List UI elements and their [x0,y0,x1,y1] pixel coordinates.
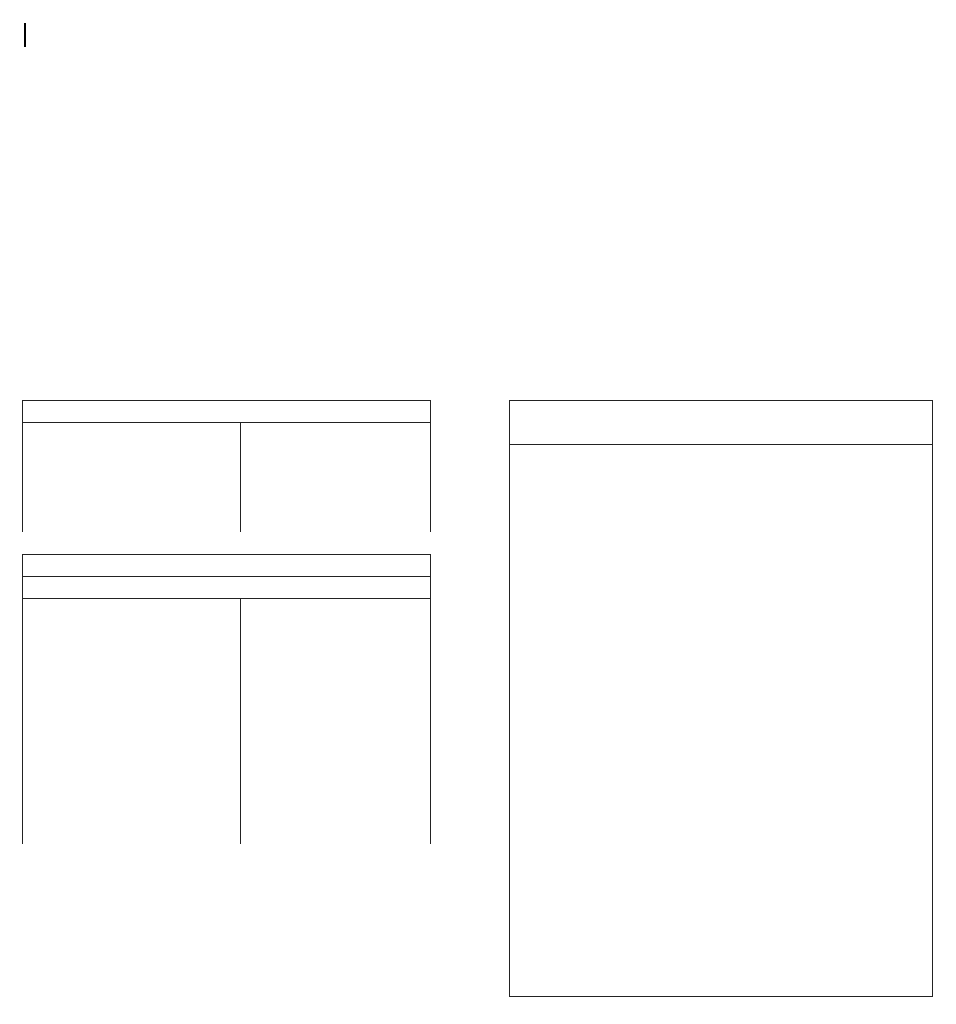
load-border-right [932,400,933,996]
load-title-row [509,400,932,422]
questions-block [22,8,942,53]
load-title [509,400,932,422]
load-header-line [509,444,933,445]
sc-test1-line [22,598,431,599]
oc-border-right [430,400,431,532]
oc-title [22,400,430,422]
sc-border-right [430,554,431,844]
sc-title-row [22,554,430,576]
sc-header-line [22,576,431,577]
sc-border-left [22,554,23,844]
oc-sc-table [22,400,430,422]
oc-title-row [22,400,430,422]
sc-title [22,554,430,576]
question-3[interactable] [22,23,942,53]
sc-divider [240,598,241,844]
load-border-left [509,400,510,996]
oc-divider [240,422,241,532]
oc-header-line [22,422,431,423]
load-bottom-line [509,996,933,997]
text-cursor [24,23,26,47]
